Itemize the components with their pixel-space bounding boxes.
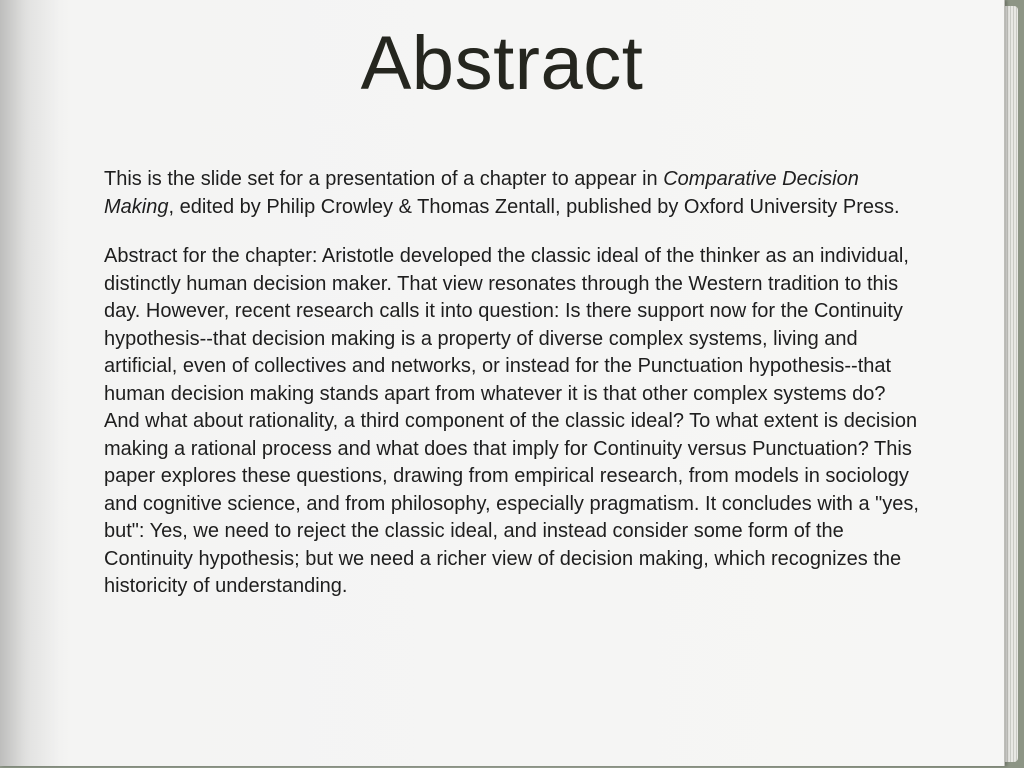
intro-paragraph xyxy=(104,166,924,221)
slide-title: Abstract xyxy=(360,21,644,106)
intro-text-before: This is the slide set for a presentation of a chapter to appear in xyxy=(104,168,664,190)
abstract-paragraph: Abstract for the chapter: Aristotle developed the classic ideal of the thinker as an individual, distinctly human decision maker. That view resonates through the Western tradition to this day. However, recent research calls it into question: Is there support now for the Continuity hypothesis--that decision making is a property of diverse complex systems, living and artificial, even of collectives and networks, or instead for the Punctuation hypothesis--that human decision making stands apart from whatever it is that other complex systems do? And what about rationality, a third component of the classic ideal? To what extent is decision making a rational process and what does that imply for Continuity versus Punctuation? This paper explores these questions, drawing from empirical research, from models in sociology and cognitive science, and from philosophy, especially pragmatism. It concludes with a "yes, but": Yes, we need to reject the classic ideal, and instead consider some form of the Continuity hypothesis; but we need a richer view of decision making, which recognizes the historicity of understanding. xyxy=(104,245,919,597)
spine-shadow xyxy=(0,0,60,766)
intro-text-after: , edited by Philip Crowley & Thomas Zentall, published by Oxford University Press. xyxy=(168,195,900,218)
slide-body xyxy=(104,166,924,623)
book-title: Comparative Decision Making xyxy=(104,168,859,218)
